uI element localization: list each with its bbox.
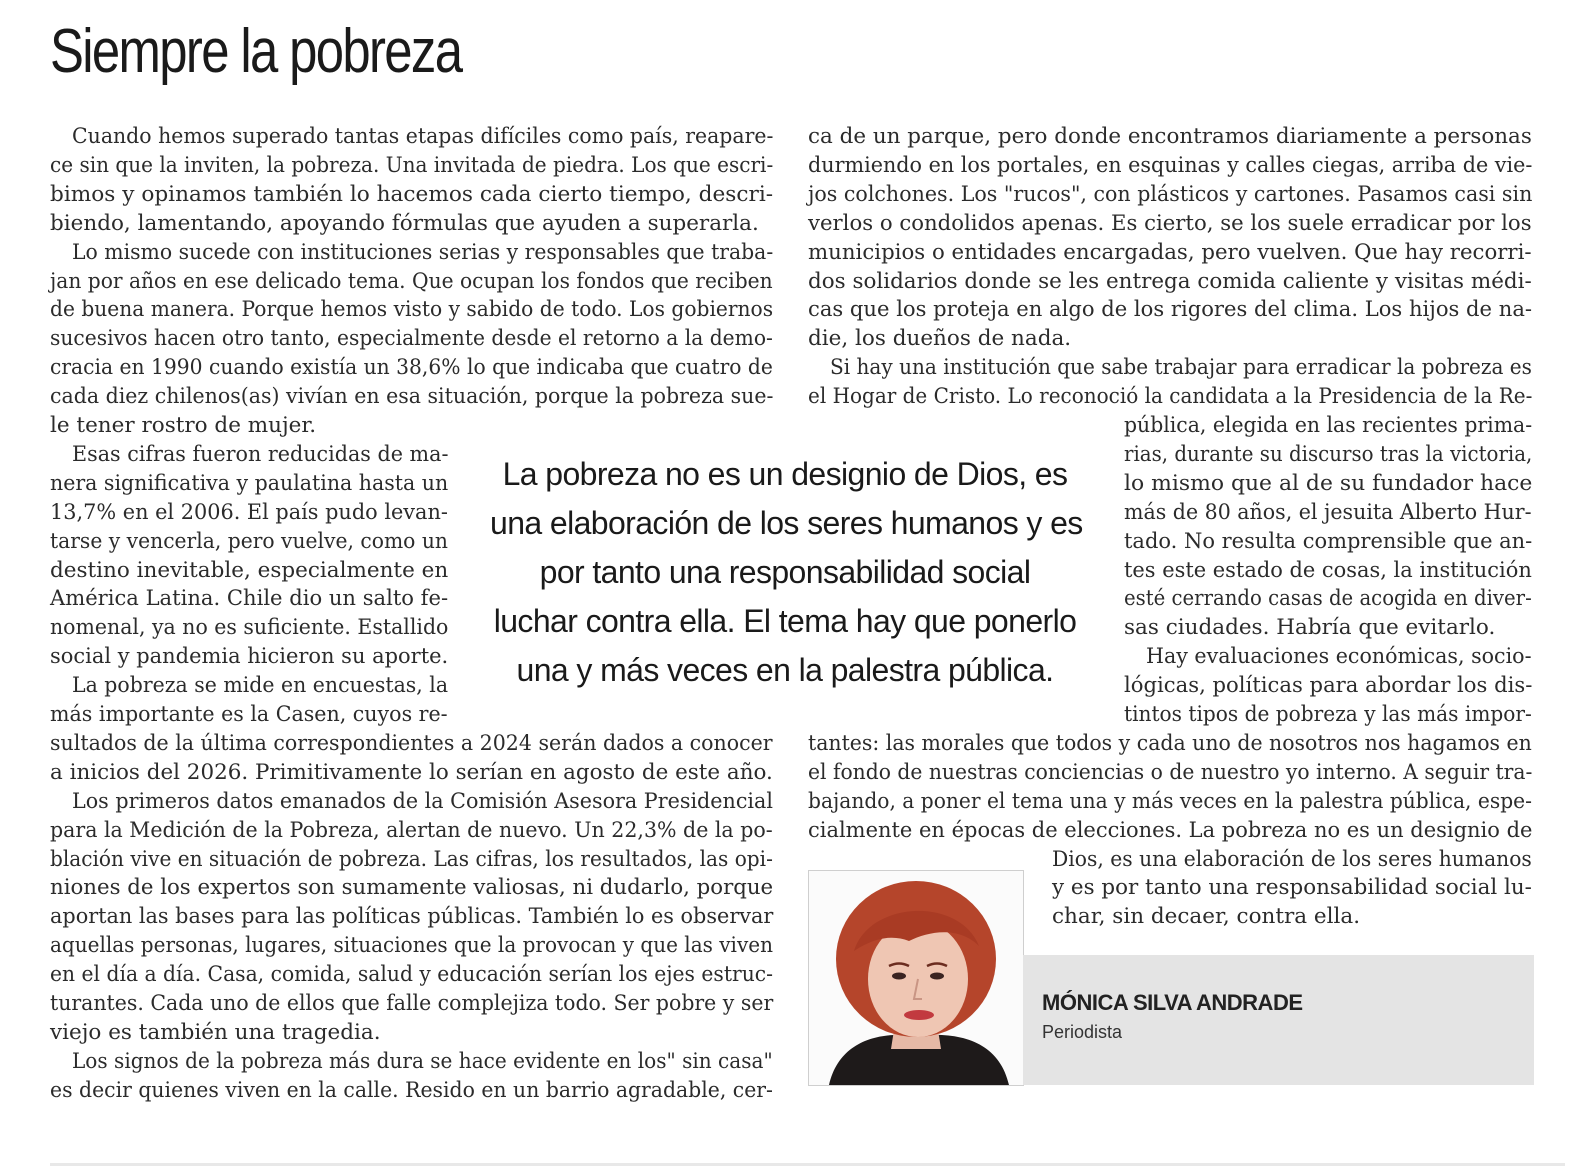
body-text-line: sas ciudades. Habría que evitarlo. xyxy=(1124,615,1496,641)
body-text-line: tintos tipos de pobreza y las más impor- xyxy=(1124,702,1532,727)
pull-quote-line: por tanto una responsabilidad social xyxy=(539,554,1031,590)
body-text-line: nomenal, ya no es suficiente. Estallido xyxy=(50,615,449,641)
pull-quote-line: una y más veces en la palestra pública. xyxy=(516,652,1054,688)
body-text-line: le tener rostro de mujer. xyxy=(50,413,317,438)
body-text-line: y es por tanto una responsabilidad social lu- xyxy=(1052,875,1532,901)
body-text-line: La pobreza se mide en encuestas, la xyxy=(72,673,449,699)
author-photo xyxy=(808,870,1024,1086)
body-text-line: char, sin decaer, contra ella. xyxy=(1052,904,1361,930)
body-text-line: Dios, es una elaboración de los seres humanos xyxy=(1052,846,1532,872)
body-text-line: Si hay una institución que sabe trabajar para erradicar la pobreza es xyxy=(830,355,1532,381)
body-text-line: biendo, lamentando, apoyando fórmulas que ayuden a superarla. xyxy=(50,210,759,236)
body-text-line: Cuando hemos superado tantas etapas difíciles como país, reapare- xyxy=(72,124,774,149)
body-text-line: dos solidarios donde se les entrega comida caliente y visitas médi- xyxy=(808,268,1532,294)
author-name: MÓNICA SILVA ANDRADE xyxy=(1042,990,1303,1015)
pull-quote-line: La pobreza no es un designio de Dios, es xyxy=(502,456,1068,492)
body-text-line: bajando, a poner el tema una y más veces en la palestra pública, espe- xyxy=(808,788,1532,814)
body-text-line: municipios o entidades encargadas, pero vuelven. Que hay recorri- xyxy=(808,239,1532,265)
body-text-line: más importante es la Casen, cuyos re- xyxy=(50,702,448,727)
body-text-line: pública, elegida en las recientes prima- xyxy=(1124,413,1533,438)
body-text-line: nera significativa y paulatina hasta un xyxy=(50,470,449,496)
body-text-line: de buena manera. Porque hemos visto y sabido de todo. Los gobiernos xyxy=(50,297,774,323)
body-text-line: Hay evaluaciones económicas, socio- xyxy=(1146,644,1532,670)
body-text-line: lógicas, políticas para abordar los dis- xyxy=(1124,673,1533,699)
body-text-line: Los signos de la pobreza más dura se hace evidente en los" sin casa" xyxy=(72,1048,773,1074)
body-text-line: tes este estado de cosas, la institución xyxy=(1124,557,1532,583)
byline-box xyxy=(1023,955,1534,1085)
body-text-line: el fondo de nuestras conciencias o de nuestro yo interno. A seguir tra- xyxy=(808,759,1533,785)
pull-quote-line: luchar contra ella. El tema hay que ponerlo xyxy=(493,603,1077,639)
body-text-line: lo mismo que al de su fundador hace xyxy=(1124,470,1533,496)
body-text-line: es decir quienes viven en la calle. Resido en un barrio agradable, cer- xyxy=(50,1077,773,1103)
body-text-line: tantes: las morales que todos y cada uno de nosotros nos hagamos en xyxy=(808,730,1532,756)
body-text-line: esté cerrando casas de acogida en diver- xyxy=(1124,586,1532,612)
body-text-line: 13,7% en el 2006. El país pudo levan- xyxy=(50,499,448,525)
body-text-line: sucesivos hacen otro tanto, especialmente desde el retorno a la demo- xyxy=(50,326,773,352)
body-text-line: tado. No resulta comprensible que an- xyxy=(1124,528,1533,554)
body-text-line: sultados de la última correspondientes a 2024 serán dados a conocer xyxy=(50,730,773,756)
body-text-line: en el día a día. Casa, comida, salud y educación serían los ejes estruc- xyxy=(50,962,773,988)
body-text-line: Los primeros datos emanados de la Comisión Asesora Presidencial xyxy=(72,788,773,814)
body-text-line: a inicios del 2026. Primitivamente lo serían en agosto de este año. xyxy=(50,759,773,785)
body-text-line: viejo es también una tragedia. xyxy=(50,1019,381,1045)
pull-quote-line: una elaboración de los seres humanos y es xyxy=(490,505,1083,541)
body-text-line: cialmente en épocas de elecciones. La pobreza no es un designio de xyxy=(808,817,1533,843)
author-role: Periodista xyxy=(1042,1022,1123,1042)
body-text-line: el Hogar de Cristo. Lo reconoció la candidata a la Presidencia de la Re- xyxy=(808,384,1533,410)
body-text-line: Lo mismo sucede con instituciones serias y responsables que traba- xyxy=(72,239,774,265)
body-text-line: jan por años en ese delicado tema. Que ocupan los fondos que reciben xyxy=(50,268,773,294)
author-portrait-image xyxy=(809,871,1023,1085)
body-text-line: verlos o condolidos apenas. Es cierto, se los suele erradicar por los xyxy=(808,210,1532,236)
body-text-line: para la Medición de la Pobreza, alertan de nuevo. Un 22,3% de la po- xyxy=(50,817,773,843)
body-text-line: social y pandemia hicieron su aporte. xyxy=(50,644,449,670)
body-text-line: ca de un parque, pero donde encontramos diariamente a personas xyxy=(808,124,1532,149)
body-text-line: América Latina. Chile dio un salto fe- xyxy=(50,586,449,612)
body-text-line: tarse y vencerla, pero vuelve, como un xyxy=(50,528,448,554)
body-text-line: bimos y opinamos también lo hacemos cada cierto tiempo, descri- xyxy=(50,181,774,207)
body-text-line: cas que los proteja en algo de los rigores del clima. Los hijos de na- xyxy=(808,297,1533,323)
body-text-line: Esas cifras fueron reducidas de ma- xyxy=(72,441,449,467)
body-text-line: más de 80 años, el jesuita Alberto Hur- xyxy=(1124,499,1532,525)
body-text-line: die, los dueños de nada. xyxy=(808,326,1072,352)
article-title: Siempre la pobreza xyxy=(50,17,462,86)
body-text-line: rias, durante su discurso tras la victoria, xyxy=(1124,441,1533,467)
body-text-line: destino inevitable, especialmente en xyxy=(50,557,449,583)
body-text-line: turantes. Cada uno de ellos que falle complejiza todo. Ser pobre y ser xyxy=(50,991,774,1016)
body-text-line: cada diez chilenos(as) vivían en esa situación, porque la pobreza sue- xyxy=(50,384,774,410)
bottom-divider xyxy=(50,1163,1565,1166)
body-text-line: blación vive en situación de pobreza. Las cifras, los resultados, las opi- xyxy=(50,846,773,872)
body-text-line: aquellas personas, lugares, situaciones que la provocan y que las viven xyxy=(50,933,773,959)
body-text-line: ce sin que la inviten, la pobreza. Una invitada de piedra. Los que escri- xyxy=(50,152,774,178)
body-text-line: jos colchones. Los "rucos", con plásticos y cartones. Pasamos casi sin xyxy=(808,181,1533,207)
body-text-line: durmiendo en los portales, en esquinas y calles ciegas, arriba de vie- xyxy=(808,152,1533,178)
body-text-line: aportan las bases para las políticas públicas. También lo es observar xyxy=(50,904,774,930)
body-text-line: niones de los expertos son sumamente valiosas, ni dudarlo, porque xyxy=(50,875,774,901)
body-text-line: cracia en 1990 cuando existía un 38,6% lo que indicaba que cuatro de xyxy=(50,355,773,381)
pull-quote xyxy=(490,450,1083,695)
